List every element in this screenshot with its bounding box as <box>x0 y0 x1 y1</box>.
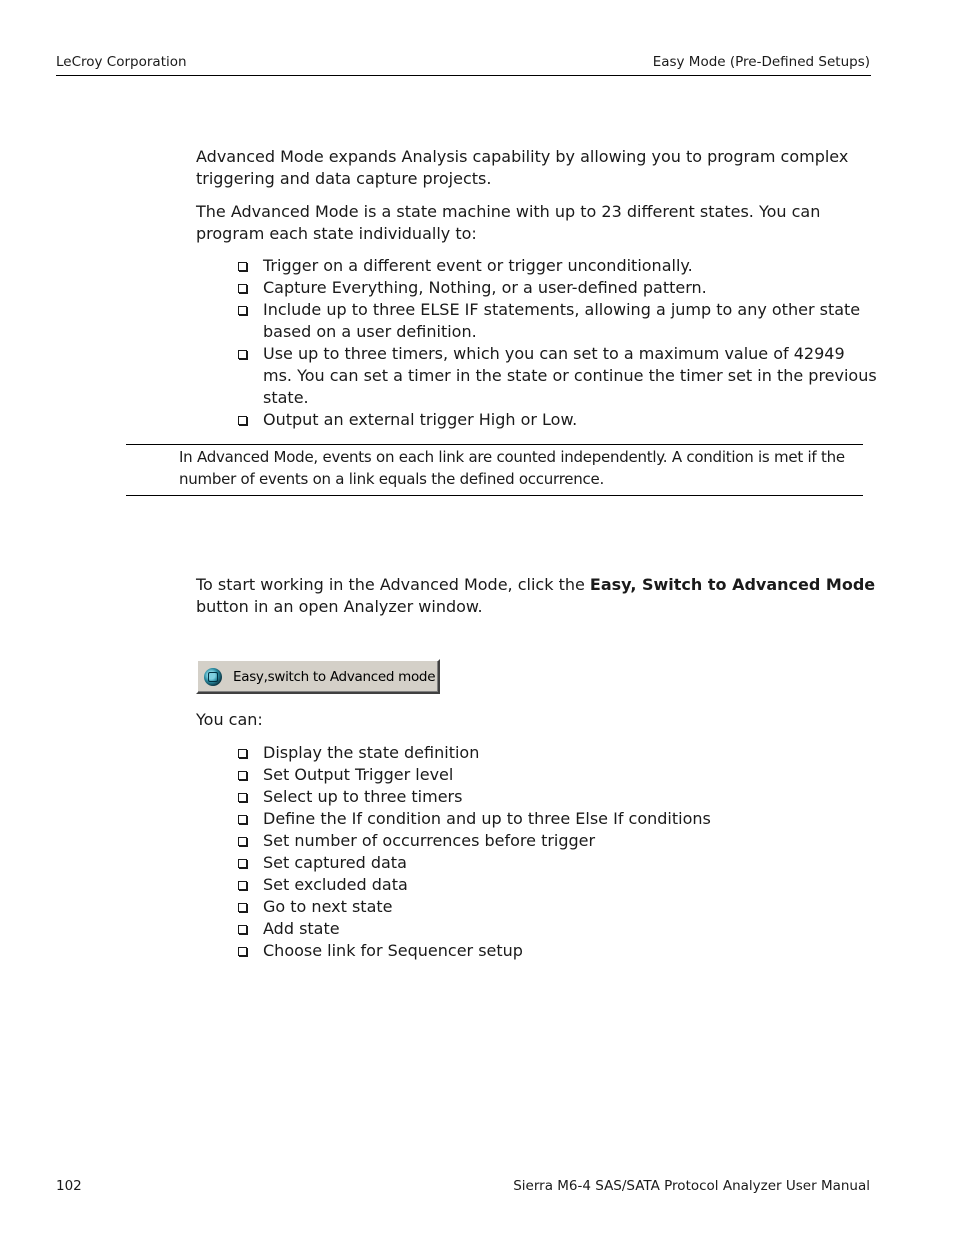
list-item: Go to next state <box>237 896 877 918</box>
note-bottom-rule <box>126 495 863 496</box>
list-item: Set number of occurrences before trigger <box>237 830 877 852</box>
you-can-label: You can: <box>196 710 263 729</box>
capabilities-list <box>237 255 877 431</box>
checkbox-bullet-icon <box>238 262 247 271</box>
list-item: Include up to three ELSE IF statements, allowing a jump to any other state based on a user definition. <box>237 299 877 343</box>
intro-paragraph-1: Advanced Mode expands Analysis capability by allowing you to program complex triggering and data capture projects. <box>196 147 849 188</box>
button-label: Easy,switch to Advanced mode <box>233 668 436 685</box>
list-item: Choose link for Sequencer setup <box>237 940 877 962</box>
checkbox-bullet-icon <box>238 859 247 868</box>
checkbox-bullet-icon <box>238 771 247 780</box>
checkbox-bullet-icon <box>238 749 247 758</box>
list-item: Add state <box>237 918 877 940</box>
button-name-emphasis: Easy, Switch to Advanced Mode <box>589 575 876 594</box>
header-section-title: Easy Mode (Pre-Defined Setups) <box>652 54 870 70</box>
list-item: Set captured data <box>237 852 877 874</box>
checkbox-bullet-icon <box>238 925 247 934</box>
header-company: LeCroy Corporation <box>56 54 187 70</box>
list-item: Output an external trigger High or Low. <box>237 409 877 431</box>
checkbox-bullet-icon <box>238 815 247 824</box>
intro-paragraph-2: The Advanced Mode is a state machine with up to 23 different states. You can program each state individually to: <box>196 202 821 243</box>
list-item: Set Output Trigger level <box>237 764 877 786</box>
checkbox-bullet-icon <box>238 284 247 293</box>
list-item: Capture Everything, Nothing, or a user-defined pattern. <box>237 277 877 299</box>
list-item: Use up to three timers, which you can set to a maximum value of 42949 ms. You can set a timer in the state or continue the timer set in the previous state. <box>237 343 877 409</box>
list-item: Set excluded data <box>237 874 877 896</box>
footer-page-number: 102 <box>56 1178 82 1194</box>
footer-manual-title: Sierra M6-4 SAS/SATA Protocol Analyzer User Manual <box>513 1178 870 1194</box>
checkbox-bullet-icon <box>238 947 247 956</box>
checkbox-bullet-icon <box>238 350 247 359</box>
list-item: Select up to three timers <box>237 786 877 808</box>
globe-icon <box>204 668 222 686</box>
checkbox-bullet-icon <box>238 306 247 315</box>
checkbox-bullet-icon <box>238 793 247 802</box>
note-top-rule <box>126 444 863 445</box>
start-instructions: To start working in the Advanced Mode, click the Easy, Switch to Advanced Mode button in an open Analyzer window. <box>196 575 876 616</box>
checkbox-bullet-icon <box>238 416 247 425</box>
checkbox-bullet-icon <box>238 903 247 912</box>
list-item: Display the state definition <box>237 742 877 764</box>
switch-to-advanced-mode-button[interactable] <box>196 659 440 694</box>
list-item: Trigger on a different event or trigger unconditionally. <box>237 255 877 277</box>
checkbox-bullet-icon <box>238 837 247 846</box>
header-divider <box>56 75 871 76</box>
checkbox-bullet-icon <box>238 881 247 890</box>
note-text: In Advanced Mode, events on each link are counted independently. A condition is met if the number of events on a link equals the defined occurrence. <box>179 448 845 488</box>
list-item: Define the If condition and up to three Else If conditions <box>237 808 877 830</box>
actions-list <box>237 742 877 962</box>
